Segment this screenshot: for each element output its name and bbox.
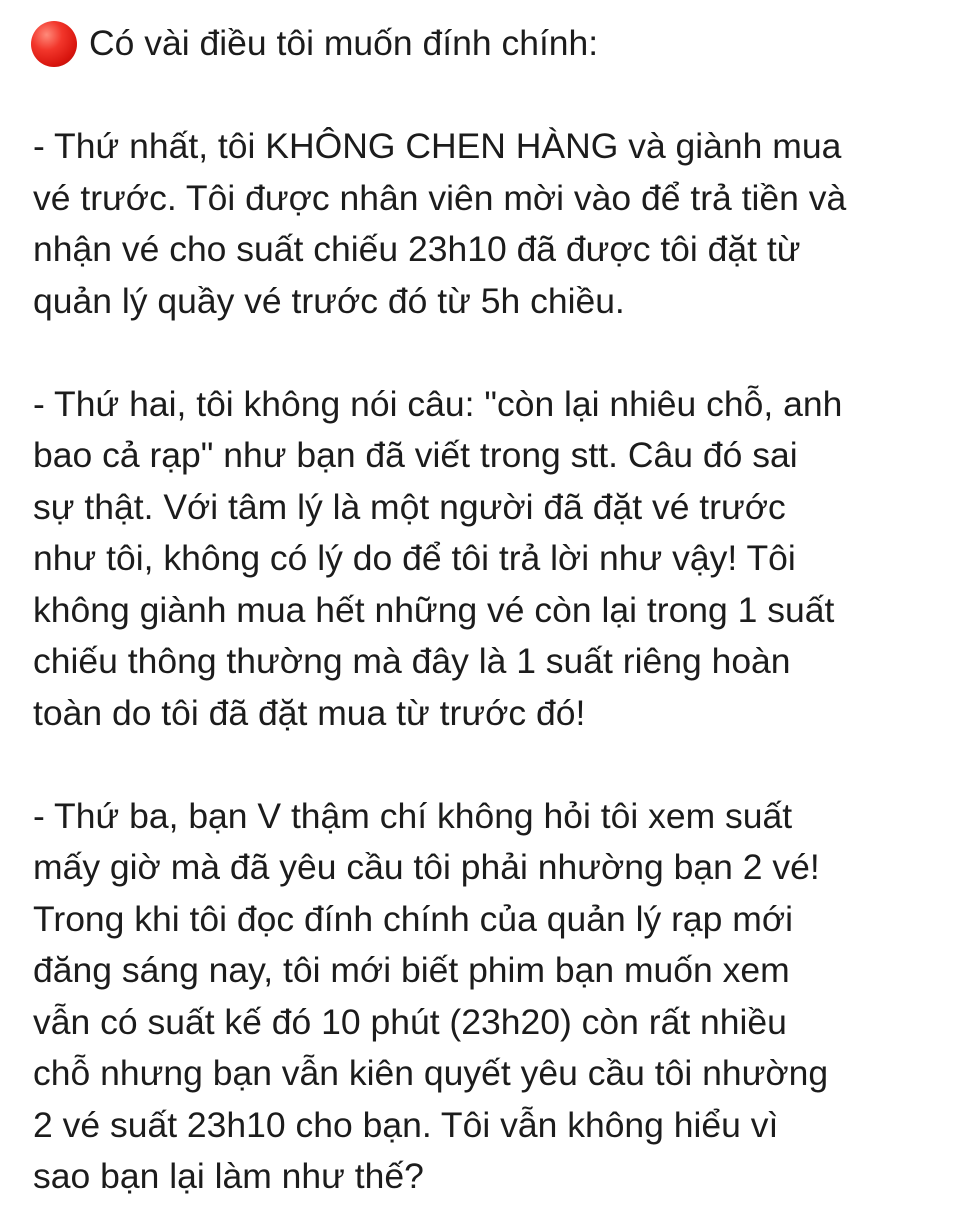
text-line: không giành mua hết những vé còn lại trong 1 suất	[33, 589, 835, 630]
text-line: như tôi, không có lý do để tôi trả lời như vậy! Tôi	[33, 538, 796, 578]
paragraph-spacer	[33, 327, 953, 379]
paragraph-spacer	[33, 739, 953, 791]
red-circle-icon	[31, 21, 77, 67]
paragraph-1	[33, 121, 953, 327]
text-line: đăng sáng nay, tôi mới biết phim bạn muốn xem	[33, 950, 790, 990]
text-line: quản lý quầy vé trước đó từ 5h chiều.	[33, 280, 625, 321]
post-text	[33, 18, 953, 1203]
text-line: Trong khi tôi đọc đính chính của quản lý rạp mới	[33, 898, 793, 939]
text-line: - Thứ hai, tôi không nói câu: "còn lại nhiêu chỗ, anh	[33, 383, 843, 424]
text-line: chiếu thông thường mà đây là 1 suất riêng hoàn	[33, 641, 791, 681]
text-line: vẫn có suất kế đó 10 phút (23h20) còn rất nhiều	[33, 1001, 787, 1042]
paragraph-spacer	[33, 70, 953, 122]
post-heading-row	[33, 18, 953, 70]
text-line: mấy giờ mà đã yêu cầu tôi phải nhường bạn 2 vé!	[33, 847, 820, 887]
post-heading: Có vài điều tôi muốn đính chính:	[89, 23, 599, 63]
text-line: 2 vé suất 23h10 cho bạn. Tôi vẫn không hiểu vì	[33, 1104, 779, 1145]
text-line: - Thứ nhất, tôi KHÔNG CHEN HÀNG và giành mua	[33, 126, 842, 166]
text-line: vé trước. Tôi được nhân viên mời vào để trả tiền và	[33, 177, 847, 218]
text-line: sự thật. Với tâm lý là một người đã đặt vé trước	[33, 486, 786, 527]
text-line: chỗ nhưng bạn vẫn kiên quyết yêu cầu tôi nhường	[33, 1053, 829, 1093]
text-line: nhận vé cho suất chiếu 23h10 đã được tôi đặt từ	[33, 229, 801, 269]
paragraph-3	[33, 791, 953, 1203]
text-line: bao cả rạp" như bạn đã viết trong stt. Câu đó sai	[33, 435, 798, 475]
paragraph-2	[33, 379, 953, 740]
text-line: sao bạn lại làm như thế?	[33, 1156, 424, 1196]
text-line: - Thứ ba, bạn V thậm chí không hỏi tôi xem suất	[33, 795, 793, 836]
text-line: toàn do tôi đã đặt mua từ trước đó!	[33, 692, 586, 733]
